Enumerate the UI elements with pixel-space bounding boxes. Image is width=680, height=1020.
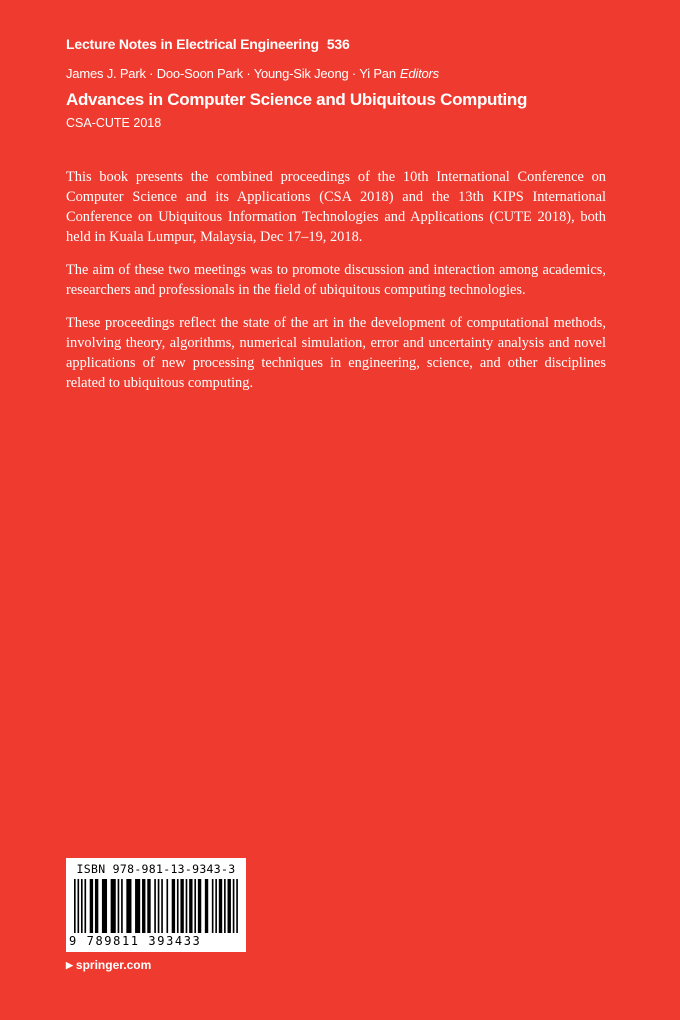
barcode-bar <box>95 879 98 933</box>
barcode-bar <box>84 879 86 933</box>
barcode-bar <box>233 879 235 933</box>
description-paragraph: This book presents the combined proceedings of the 10th International Conference on Computer Science and its Applications (CSA 2018) and the 13th KIPS International Conference on Ubiquitous Information Technologies and Applications (CUTE 2018), both held in Kuala Lumpur, Malaysia, Dec 17–19, 2018. <box>66 169 606 245</box>
description <box>66 167 606 406</box>
barcode-bar <box>172 879 175 933</box>
barcode-bar <box>121 879 123 933</box>
editors-role: Editors <box>399 66 439 81</box>
barcode-bar <box>77 879 79 933</box>
series-name: Lecture Notes in Electrical Engineering <box>66 36 319 52</box>
editors-line <box>66 66 439 81</box>
book-title: Advances in Computer Science and Ubiquitous Computing <box>66 90 528 109</box>
triangle-right-icon: ▶ <box>66 959 73 970</box>
barcode-bar <box>166 879 168 933</box>
barcode-bar <box>81 879 83 933</box>
description-paragraph: The aim of these two meetings was to promote discussion and interaction among academics, researchers and professionals in the field of ubiquitous computing technologies. <box>66 262 606 298</box>
barcode-bar <box>177 879 179 933</box>
barcode-bar <box>205 879 208 933</box>
barcode-bar <box>126 879 131 933</box>
barcode-bar <box>111 879 116 933</box>
description-paragraph: These proceedings reflect the state of the art in the development of computational methods, involving theory, algorithms, numerical simulation, error and uncertainty analysis and novel applications of new processing techniques in engineering, science, and other disciplines related to ubiquitous computing. <box>66 315 606 391</box>
barcode-bar <box>161 879 163 933</box>
barcode-bar <box>194 879 196 933</box>
barcode-bar <box>228 879 231 933</box>
series-line <box>66 36 350 52</box>
barcode-bar <box>154 879 156 933</box>
barcode-bar <box>147 879 150 933</box>
isbn-label: ISBN 978-981-13-9343-3 <box>76 862 236 876</box>
barcode-digits: 9 789811 393433 <box>69 934 202 948</box>
editor-names: James J. Park · Doo-Soon Park · Young-Sik Jeong · Yi Pan <box>66 66 396 81</box>
barcode-bar <box>215 879 217 933</box>
barcode-bar <box>224 879 226 933</box>
isbn-barcode <box>66 858 246 952</box>
barcode-bar <box>118 879 120 933</box>
barcode-bar <box>189 879 192 933</box>
barcode-bar <box>212 879 214 933</box>
barcode-bar <box>186 879 188 933</box>
barcode-bar <box>102 879 107 933</box>
springer-link-text: springer.com <box>75 958 152 972</box>
barcode-bar <box>142 879 145 933</box>
barcode-bar <box>219 879 222 933</box>
barcode-bar <box>90 879 93 933</box>
barcode-bars <box>74 879 238 933</box>
barcode-bar <box>158 879 160 933</box>
barcode-bar <box>198 879 201 933</box>
barcode-bar <box>135 879 140 933</box>
barcode-bar <box>180 879 183 933</box>
barcode-bar <box>74 879 76 933</box>
springer-link[interactable] <box>66 958 151 972</box>
series-number: 536 <box>326 36 350 52</box>
book-subtitle: CSA-CUTE 2018 <box>66 116 162 130</box>
barcode-bar <box>236 879 238 933</box>
